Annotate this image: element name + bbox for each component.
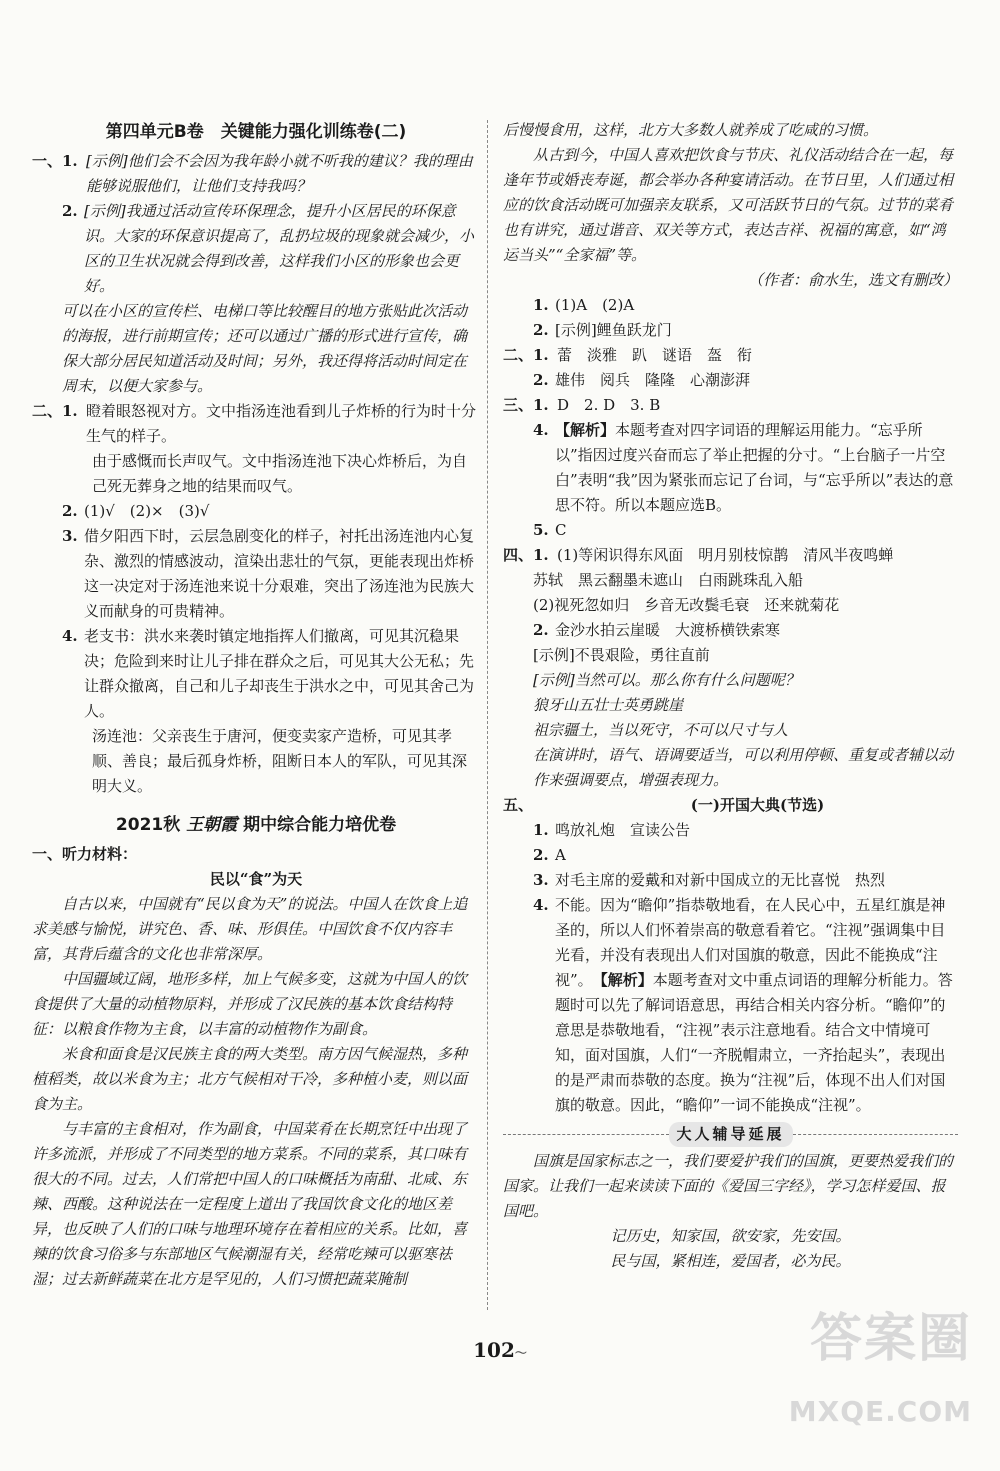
poem-line-1: 记历史，知家国，欲安家，先安国。 [610,1227,851,1245]
answer-m5-1: 1. 鸣放礼炮 宣读公告 [533,821,691,839]
answer-1-2: 2. [示例]我通过活动宣传环保理念，提升小区居民的环保意识。大家的环保意识提高了，乱扔垃圾的现象就会减少，小区的卫生状况就会得到改善，这样我们小区的形象也会更好。 [62,202,475,295]
answer-m3-5: 5. C [533,521,567,539]
poem-line-2: 民与国，紧相连，爱国者，必为民。 [610,1252,851,1270]
author-note: （作者：俞水生，选文有删改） [747,271,958,289]
answer-2-3: 3. 借夕阳西下时，云层急剧变化的样子，衬托出汤连池内心复杂、激烈的情感波动，渲染出悲壮的气氛，更能表现出炸桥这一决定对于汤连池来说十分艰难，突出了汤连池为民族大义而献身的可贵精神。 [62,527,475,620]
answer-2-1-cont: 由于感慨而长声叹气。文中指汤连池下决心炸桥后，为自己死无葬身之地的结果而叹气。 [92,452,468,495]
answer-m5-4: 4. 不能。因为“瞻仰”指恭敬地看，在人民心中，五星红旗是神圣的，所以人们怀着崇高的敬意看着它。“注视”强调集中目光看，并没有表现出人们对国旗的敬意，因此不能换成“注视”。 【解析】本题考查对文中重点词语的理解分析能力。答题时可以先了解词语意思，再结合相关内容分析。“瞻仰”的意思是恭敬地看，“注视”表示注意地看。结合文中情境可知，面对国旗，人们“一齐脱帽肃立，一齐抬起头”，表现出的是严肃而恭敬的态度。换为“注视”后，体现不出人们对国旗的敬意。因此，“瞻仰”一词不能换成“注视”。 [533,896,953,1114]
right-column [503,118,958,1274]
wave-ornament-icon: ～ [514,1346,527,1360]
left-column [32,118,480,1292]
listening-paragraph-1: 自古以来，中国就有“民以食为天”的说法。中国人在饮食上追求美感与愉悦，讲究色、香、味、形俱佳。中国饮食不仅内容丰富，其背后蕴含的文化也非常深厚。 [32,895,468,963]
answer-m4-2-line3: [示例]当然可以。那么你有什么问题呢？ [533,671,800,689]
page-number: 102～ [473,1338,527,1362]
listening-paragraph-5: 从古到今，中国人喜欢把饮食与节庆、礼仪活动结合在一起，每逢年节或婚丧寿诞，都会举办各种宴请活动。在节日里，人们通过相应的饮食活动既可加强亲友联系，又可活跃节日的气氛。过节的菜肴也有讲究，通过谐音、双关等方式，表达吉祥、祝福的寓意，如“鸿运当头”“全家福”等。 [503,146,954,264]
answer-2-2: 2. (1)√ (2)× (3)√ [62,502,210,520]
column-divider [487,120,488,1310]
answer-2-4: 4. 老支书：洪水来袭时镇定地指挥人们撤离，可见其沉稳果决；危险到来时让儿子排在群众之后，可见其大公无私；先让群众撤离，自己和儿子却丧生于洪水之中，可见其舍己为人。 [62,627,475,720]
answer-2-4-cont: 汤连池：父亲丧生于唐河，便变卖家产造桥，可见其孝顺、善良；最后孤身炸桥，阻断日本人的军队，可见其深明大义。 [92,727,468,795]
listening-paragraph-2: 中国疆域辽阔，地形多样，加上气候多变，这就为中国人的饮食提供了大量的动植物原料，并形成了汉民族的基本饮食结构特征：以粮食作物为主食，以丰富的动植物作为副食。 [32,970,468,1038]
section-title-midterm: 2021秋 王朝霞 期中综合能力培优卷 [32,813,480,838]
answer-m4-1-line2: 苏轼 黑云翻墨未遮山 白雨跳珠乱入船 [533,571,804,589]
section-title-unit4: 第四单元B卷 关键能力强化训练卷(二) [105,122,407,142]
listening-heading: 一、听力材料： [32,845,138,863]
answer-m4-2-line5: 祖宗疆土，当以死守，不可以尺寸与人 [533,721,789,739]
answer-m3-1: 三、1. D 2. D 3. B [503,396,661,414]
answer-2-1: 二、1. 瞪着眼怒视对方。文中指汤连池看到儿子炸桥的行为时十分生气的样子。 [32,402,477,445]
answer-m2-1: 二、1. 蕾 淡雅 趴 谜语 盔 衔 [503,346,753,364]
answer-m3-4: 4. 【解析】本题考查对四字词语的理解运用能力。“忘乎所以”指因过度兴奋而忘了举止把握的分寸。“上台脑子一片空白”表明“我”因为紧张而忘记了台词，与“忘乎所以”表达的意思不符。所以本题应选B。 [533,421,954,514]
listening-title: 民以“食”为天 [209,870,303,888]
answer-1-1: 一、1. [示例]他们会不会因为我年龄小就不听我的建议？我的理由能够说服他们，让他们支持我吗？ [32,152,473,195]
answer-m4-2-line6: 在演讲时，语气、语调要适当，可以利用停顿、重复或者辅以动作来强调要点，增强表现力。 [533,746,954,789]
answer-m5-3: 3. 对毛主席的爱戴和对新中国成立的无比喜悦 热烈 [533,871,886,889]
listening-paragraph-3: 米食和面食是汉民族主食的两大类型。南方因气候湿热，多种植稻类，故以米食为主；北方气候相对干冷，多种植小麦，则以面食为主。 [32,1045,468,1113]
extension-banner: 大人辅导延展 [503,1122,958,1147]
answer-m4-1-line3: (2)视死忽如归 乡音无改鬓毛衰 还来就菊花 [533,596,840,614]
watermark-logo: 答案圈 MXQE.COM [788,1309,972,1428]
extension-paragraph: 国旗是国家标志之一，我们要爱护我们的国旗，更要热爱我们的国家。让我们一起来读读下面的《爱国三字经》，学习怎样爱国、报国吧。 [503,1152,954,1220]
answer-m4-2: 2. 金沙水拍云崖暖 大渡桥横铁索寒 [533,621,781,639]
listening-paragraph-4-cont: 后慢慢食用，这样，北方大多数人就养成了吃咸的习惯。 [503,121,879,139]
answer-m4-2-line4: 狼牙山五壮士英勇跳崖 [533,696,684,714]
answer-m1-2: 2. [示例]鲤鱼跃龙门 [533,321,672,339]
answer-m4-1: 四、1. (1)等闲识得东风面 明月别枝惊鹊 清风半夜鸣蝉 [503,546,894,564]
listening-paragraph-4: 与丰富的主食相对，作为副食，中国菜肴在长期烹饪中出现了许多流派，并形成了不同类型的地方菜系。不同的菜系，其口味有很大的不同。过去，人们常把中国人的口味概括为南甜、北咸、东辣、西酸。这种说法在一定程度上道出了我国饮食文化的地区差异，也反映了人们的口味与地理环境存在着相应的关系。比如，喜辣的饮食习俗多与东部地区气候潮湿有关，经常吃辣可以驱寒祛湿；过去新鲜蔬菜在北方是罕见的，人们习惯把蔬菜腌制 [32,1120,468,1288]
answer-1-2-cont: 可以在小区的宣传栏、电梯口等比较醒目的地方张贴此次活动的海报，进行前期宣传；还可以通过广播的形式进行宣传，确保大部分居民知道活动及时间；另外，我还得将活动时间定在周末，以便大家参与。 [62,302,468,395]
answer-m2-2: 2. 雄伟 阅兵 隆隆 心潮澎湃 [533,371,751,389]
answer-m4-2-line2: [示例]不畏艰险，勇往直前 [533,646,710,664]
answer-m5-heading: 五、 (一)开国大典(节选) [503,796,825,814]
answer-m5-2: 2. A [533,846,566,864]
brand-logo: 王朝霞 [186,815,238,835]
answer-m1-1: 1. (1)A (2)A [533,296,635,314]
